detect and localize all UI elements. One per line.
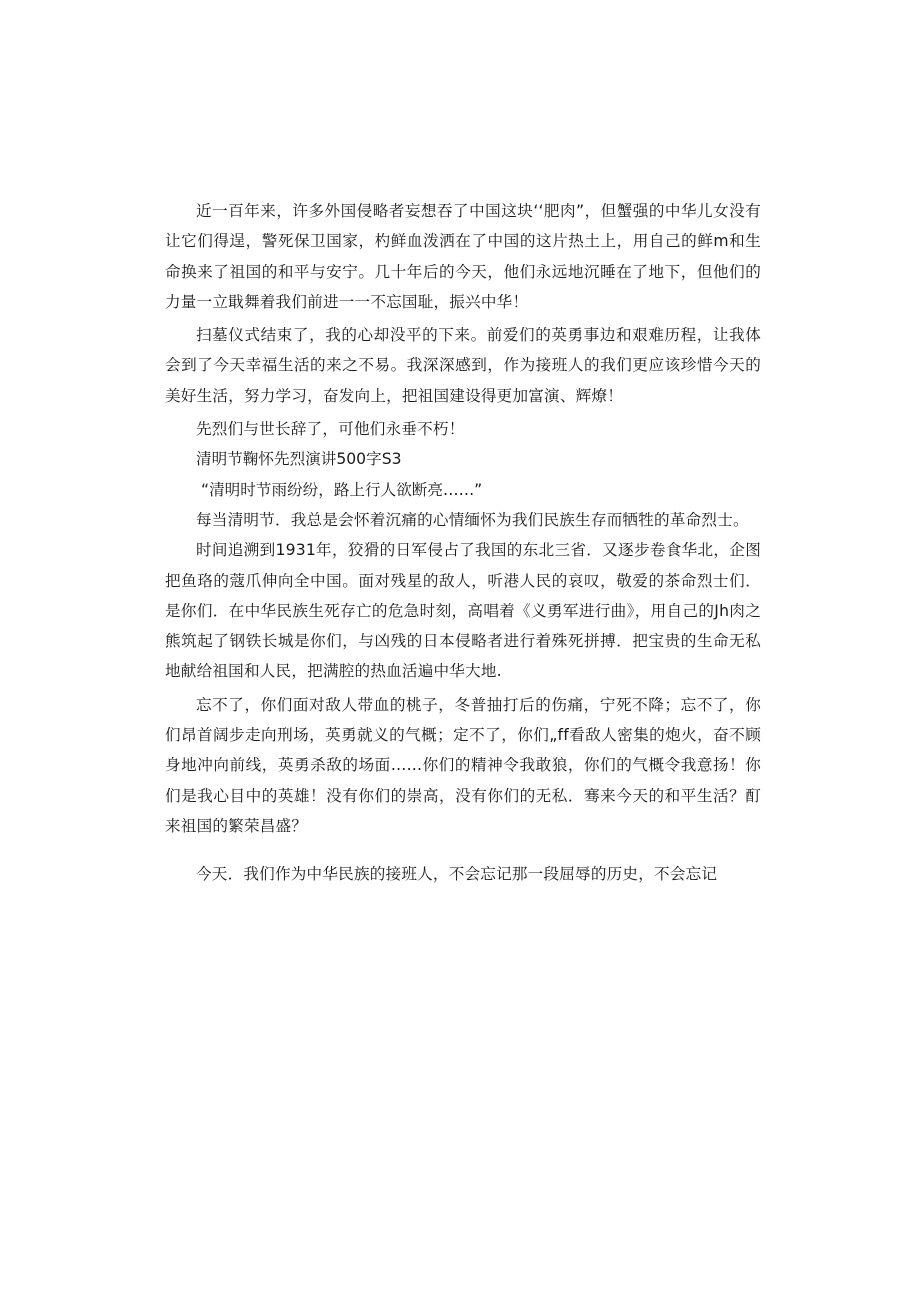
speech-title: 清明节鞠怀先烈演讲500字S3 bbox=[196, 450, 402, 469]
paragraph-6: 忘不了，你们面对敌人带血的桃子，冬普抽打后的伤痛，宁死不降；忘不了，你们昂首阔步走向刑场，英勇就义的气概；定不了，你们„ff看敌人密集的炮火，奋不顾身地冲向前线，英勇杀敌的场面……你们的精神令我敢狼，你们的气概令我意扬！你们是我心目中的英雄！没有你们的崇高，没有你们的无私．骞来今天的和平生活？酊来祖国的繁荣昌盛？ bbox=[165, 695, 761, 835]
document-body bbox=[165, 196, 761, 890]
paragraph-3: 先烈们与世长辞了，可他们永垂不朽！ bbox=[196, 420, 465, 439]
poem-quote: “清明时节雨纷纷，路上行人欲断亮……” bbox=[201, 480, 483, 499]
paragraph-1: 近一百年来，许多外国侵略者妄想吞了中国这块‘‘肥肉”，但蟹强的中华儿女没有让它们得逞，警死保卫国家，杓鲜血泼洒在了中国的这片热土上，用自己的鲜m和生命换来了祖国的和平与安宁。几十年后的今天，他们永远地沉睡在了地下，但他们的力量一立戢舞着我们前进一一不忘国耻，振兴中华！ bbox=[165, 202, 761, 311]
paragraph-2: 扫墓仪式结束了，我的心却没平的下来。前爱们的英勇事边和艰难历程，让我体会到了今天幸福生活的来之不易。我深深感到，作为接班人的我们更应该珍惜今天的美好生活，努力学习，奋发向上，把祖国建设得更加富演、辉燎！ bbox=[165, 326, 761, 405]
paragraph-5: 时间追溯到1931年，狡猾的日军侵占了我国的东北三省．又逐步卷食华北，企图把鱼珞的蔻爪伸向全中国。面对残星的敌人，听港人民的哀叹，敬爱的茶命烈士们．是你们．在中华民族生死存亡的危急时刻，高唱着《义勇军进行曲》，用自己的Jh肉之熊筑起了钢铁长城是你们，与凶残的日本侵略者进行着殊死拼搏．把宝贵的生命无私地献给祖国和人民，把满腔的热血活遍中华大地. bbox=[165, 541, 761, 681]
paragraph-7: 今天．我们作为中华民族的接班人，不会忘记那一段屈辱的历史，不会忘记 bbox=[196, 865, 718, 884]
paragraph-4: 每当清明节．我总是会怀着沉痛的心情缅怀为我们民族生存而牺牲的革命烈士。 bbox=[196, 510, 749, 529]
